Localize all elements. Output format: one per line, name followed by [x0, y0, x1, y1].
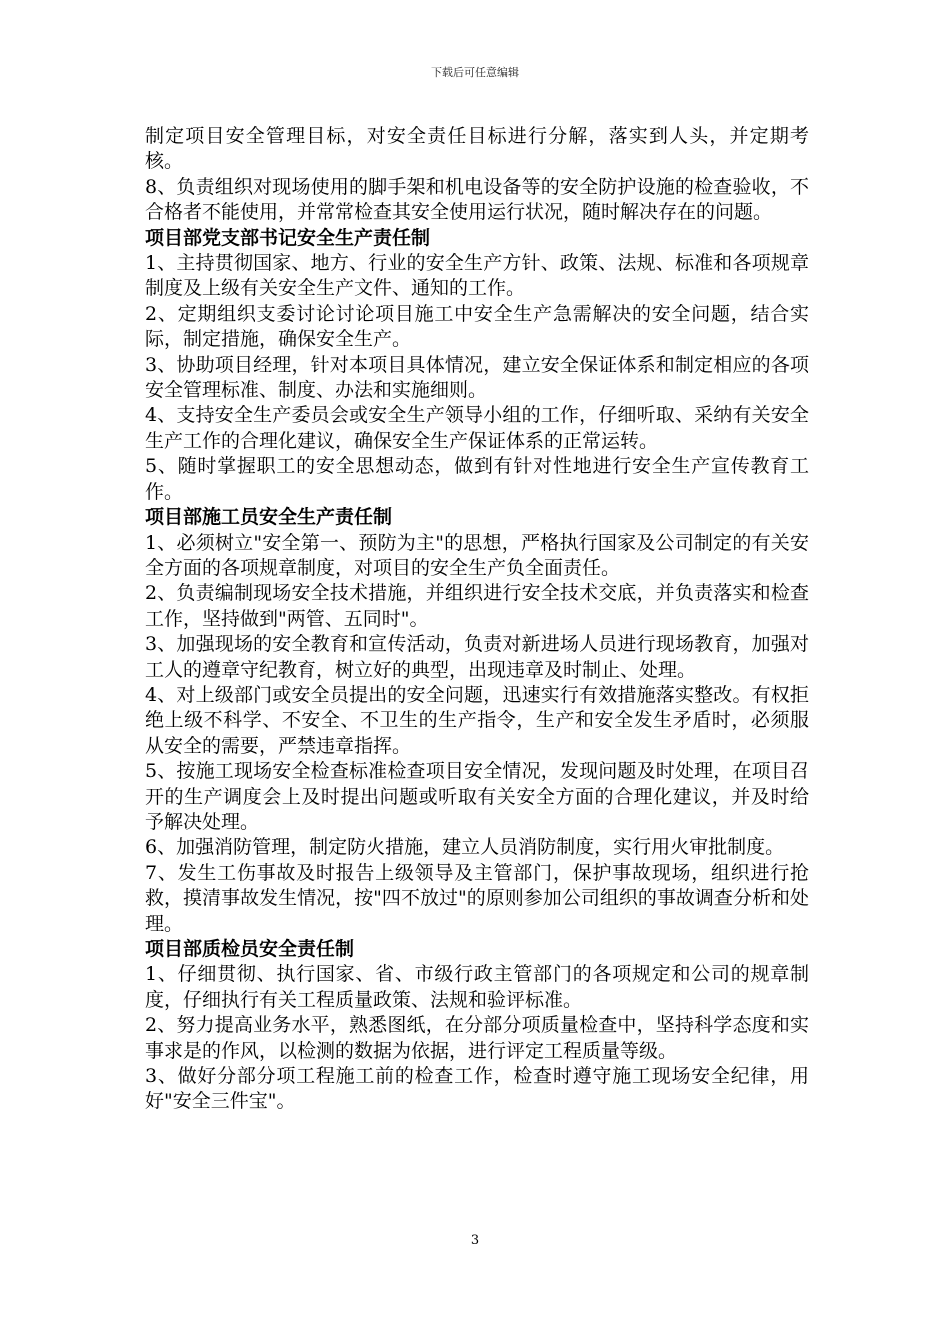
paragraph: 1、仔细贯彻、执行国家、省、市级行政主管部门的各项规定和公司的规章制度，仔细执行有关工程质量政策、法规和验评标准。: [145, 963, 809, 1011]
document-body: [145, 124, 809, 1115]
section-heading: 项目部施工员安全生产责任制: [145, 506, 393, 529]
paragraph: 2、努力提高业务水平，熟悉图纸，在分部分项质量检查中，坚持科学态度和实事求是的作风，以检测的数据为依据，进行评定工程质量等级。: [145, 1014, 809, 1062]
paragraph: 5、按施工现场安全检查标准检查项目安全情况，发现问题及时处理，在项目召开的生产调度会上及时提出问题或听取有关安全方面的合理化建议，并及时给予解决处理。: [145, 760, 809, 833]
paragraph: 1、主持贯彻国家、地方、行业的安全生产方针、政策、法规、标准和各项规章制度及上级有关安全生产文件、通知的工作。: [145, 252, 809, 300]
paragraph: 3、加强现场的安全教育和宣传活动，负责对新进场人员进行现场教育，加强对工人的遵章守纪教育，树立好的典型，出现违章及时制止、处理。: [145, 633, 809, 681]
paragraph: 6、加强消防管理，制定防火措施，建立人员消防制度，实行用火审批制度。: [145, 836, 785, 859]
paragraph: 2、负责编制现场安全技术措施，并组织进行安全技术交底，并负责落实和检查工作，坚持做到"两管、五同时"。: [145, 582, 809, 630]
page-header: 下载后可任意编辑: [431, 66, 519, 79]
paragraph: 4、支持安全生产委员会或安全生产领导小组的工作，仔细听取、采纳有关安全生产工作的合理化建议，确保安全生产保证体系的正常运转。: [145, 404, 809, 452]
paragraph: 3、做好分部分项工程施工前的检查工作，检查时遵守施工现场安全纪律，用好"安全三件宝"。: [145, 1065, 809, 1113]
page-number: 3: [470, 1233, 480, 1248]
paragraph: 1、必须树立"安全第一、预防为主"的思想，严格执行国家及公司制定的有关安全方面的各项规章制度，对项目的安全生产负全面责任。: [145, 531, 809, 579]
paragraph: 2、定期组织支委讨论讨论项目施工中安全生产急需解决的安全问题，结合实际，制定措施，确保安全生产。: [145, 302, 809, 351]
paragraph: 3、协助项目经理，针对本项目具体情况，建立安全保证体系和制定相应的各项安全管理标准、制度、办法和实施细则。: [145, 353, 809, 402]
paragraph: 制定项目安全管理目标，对安全责任目标进行分解，落实到人头，并定期考核。: [145, 125, 809, 173]
section-heading: 项目部党支部书记安全生产责任制: [145, 226, 431, 249]
paragraph: 8、负责组织对现场使用的脚手架和机电设备等的安全防护设施的检查验收，不合格者不能使用，并常常检查其安全使用运行状况，随时解决存在的问题。: [145, 175, 809, 224]
paragraph: 5、随时掌握职工的安全思想动态，做到有针对性地进行安全生产宣传教育工作。: [145, 455, 809, 503]
paragraph: 4、对上级部门或安全员提出的安全问题，迅速实行有效措施落实整改。有权拒绝上级不科学、不安全、不卫生的生产指令，生产和安全发生矛盾时，必须服从安全的需要，严禁违章指挥。: [145, 683, 809, 757]
section-heading: 项目部质检员安全责任制: [145, 938, 355, 960]
paragraph: 7、发生工伤事故及时报告上级领导及主管部门，保护事故现场，组织进行抢救，摸清事故发生情况，按"四不放过"的原则参加公司组织的事故调查分析和处理。: [145, 861, 809, 935]
